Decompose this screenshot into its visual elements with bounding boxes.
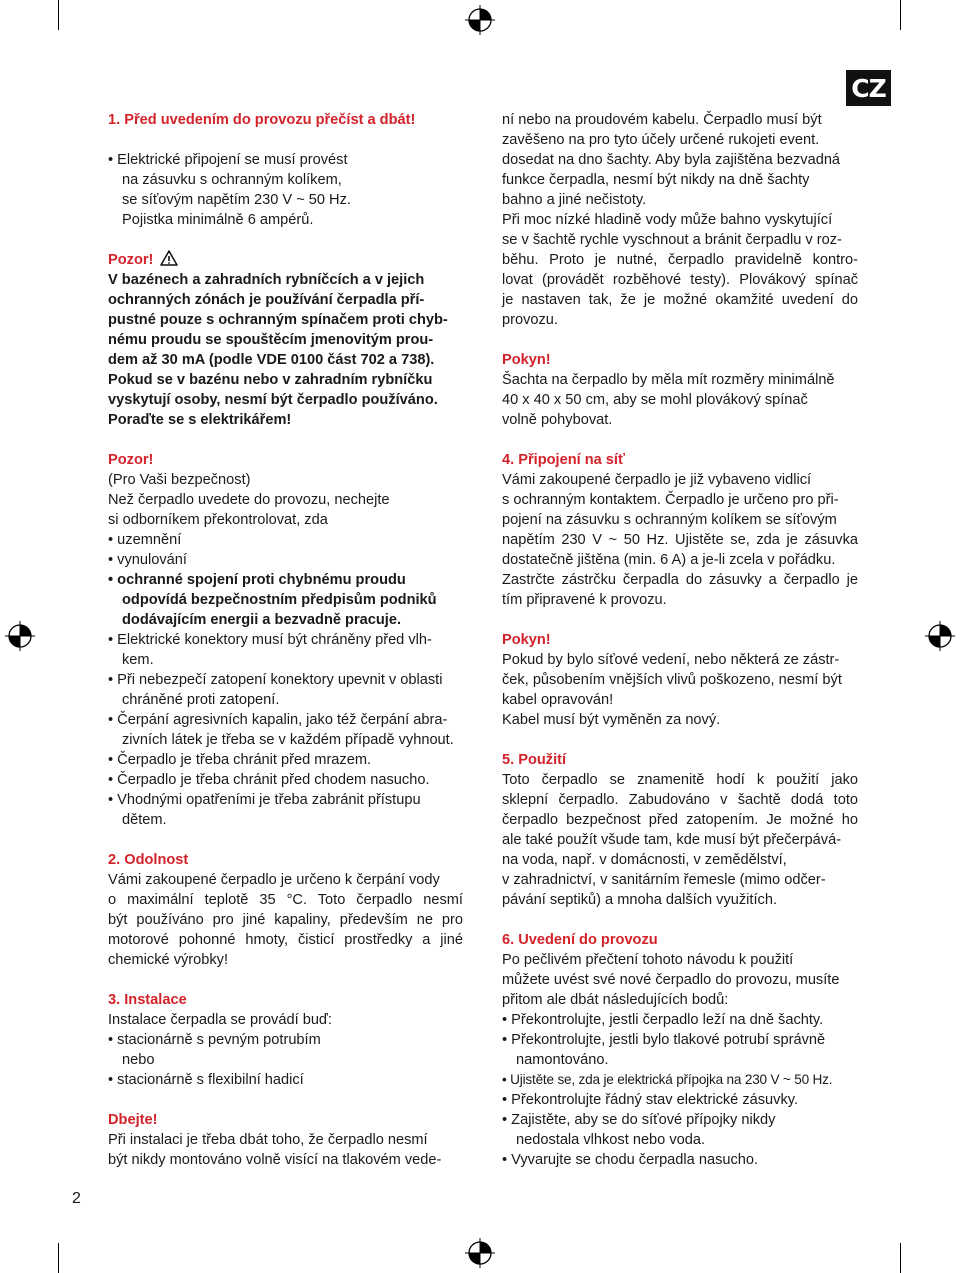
trim-line-bottom-left [58,1243,59,1273]
section-1-title: 1. Před uvedením do provozu přečíst a dbát! [108,112,416,128]
s4-line: Vámi zakoupené čerpadlo je již vybaveno vidlicí [502,472,812,488]
right-column [502,110,858,1170]
s1-line: Pojistka minimálně 6 ampérů. [122,212,314,228]
pokyn-1-line: Šachta na čerpadlo by měla mít rozměry minimálně [502,372,835,388]
s4-line: napětím 230 V ~ 50 Hz. Ujistěte se, zda je zásuvka [502,532,858,548]
s1-line: na zásuvku s ochranným kolíkem, [122,172,342,188]
registration-mark-top-icon [465,5,495,35]
dbejte-title: Dbejte! [108,1112,158,1128]
warning-1-line: nému proudu se spouštěcím jmenovitým prou- [108,332,434,348]
warning-triangle-icon [160,250,178,266]
warning-2-line: odpovídá bezpečnostním předpisům podniků [122,592,437,608]
warning-2-line: • Při nebezpečí zatopení konektory upevnit v oblasti [108,672,443,688]
language-badge: CZ [846,70,891,106]
warning-2-line: • Čerpadlo je třeba chránit před mrazem. [108,752,372,768]
s5-line: na voda, např. v domácnosti, v zemědělství, [502,852,787,868]
s5-line: sklepní čerpadlo. Zabudováno v šachtě dodá toto [502,792,858,808]
s5-line: v zahradnictví, v sanitárním řemesle (mimo odčer- [502,872,826,888]
s2-line: o maximální teplotě 35 °C. Toto čerpadlo nesmí [108,892,463,908]
warning-2-line: • Vhodnými opatřeními je třeba zabránit přístupu [108,792,421,808]
s3-line: • stacionárně s pevným potrubím [108,1032,321,1048]
s6-line: • Překontrolujte řádný stav elektrické zásuvky. [502,1092,799,1108]
trim-line-top-right [900,0,901,30]
s6-line: • Vyvarujte se chodu čerpadla nasucho. [502,1152,759,1168]
registration-mark-left-icon [5,621,35,651]
s2-line: být používáno pro jiné kapaliny, především ne pro [108,912,463,928]
pokyn-1-line: 40 x 40 x 50 cm, aby se mohl plovákový spínač [502,392,808,408]
continued-line: provozu. [502,312,558,328]
s4-line: s ochranným kontaktem. Čerpadlo je určeno pro při- [502,492,839,508]
warning-1-heading [108,250,463,270]
s2-line: motorové pohonné hmoty, čisticí prostředky a jiné [108,932,463,948]
section-6-title: 6. Uvedení do provozu [502,932,658,948]
section-3-title: 3. Instalace [108,992,187,1008]
s6-line: Po pečlivém přečtení tohoto návodu k použití [502,952,794,968]
s6-line: • Překontrolujte, jestli bylo tlakové potrubí správně [502,1032,826,1048]
pokyn-1-title: Pokyn! [502,352,551,368]
warning-2-line: dětem. [122,812,167,828]
warning-2-title: Pozor! [108,452,154,468]
s3-line: nebo [122,1052,155,1068]
warning-2-line: • ochranné spojení proti chybnému proudu [108,572,406,588]
registration-mark-right-icon [925,621,955,651]
dbejte-line: být nikdy montováno volně visící na tlakovém vede- [108,1152,442,1168]
s5-line: Toto čerpadlo se znamenitě hodí k použití jako [502,772,858,788]
section-4-title: 4. Připojení na síť [502,452,625,468]
s4-line: tím připravené k provozu. [502,592,667,608]
pokyn-2-title: Pokyn! [502,632,551,648]
warning-2-line: chráněné proti zatopení. [122,692,280,708]
section-5-title: 5. Použití [502,752,567,768]
s6-line: • Překontrolujte, jestli čerpadlo leží na dně šachty. [502,1012,824,1028]
left-column [108,110,463,1170]
warning-2-line: Než čerpadlo uvedete do provozu, nechejte [108,492,390,508]
pokyn-2-line: Pokud by bylo síťové vedení, nebo některá ze zástr- [502,652,840,668]
warning-2-line: • uzemnění [108,532,182,548]
s4-line: dostatečně jištěna (min. 6 A) a je-li zcela v pořádku. [502,552,836,568]
warning-1-line: ochranných zónách je používání čerpadla pří- [108,292,425,308]
s6-line: můžete uvést své nové čerpadlo do provozu, musíte [502,972,840,988]
s3-line: Instalace čerpadla se provádí buď: [108,1012,332,1028]
warning-1-line: Poraďte se s elektrikářem! [108,412,292,428]
s4-line: Zastrčte zástrčku čerpadla do zásuvky a čerpadlo je [502,572,858,588]
pokyn-1-line: volně pohybovat. [502,412,613,428]
continued-line: běhu. Proto je nutné, čerpadlo pravidelně kontro- [502,252,858,268]
s6-line: • Zajistěte, aby se do síťové přípojky nikdy [502,1112,776,1128]
s1-line: se síťovým napětím 230 V ~ 50 Hz. [122,192,351,208]
pokyn-2-line: ček, působením vnějších vlivů poškozeno, nesmí být [502,672,842,688]
warning-1-line: dem až 30 mA (podle VDE 0100 část 702 a 738). [108,352,435,368]
warning-2-line: kem. [122,652,154,668]
warning-1-title: Pozor! [108,252,154,268]
s4-line: pojení na zásuvku s ochranným kolíkem se síťovým [502,512,837,528]
continued-line: ní nebo na proudovém kabelu. Čerpadlo musí být [502,112,822,128]
warning-1-line: pustné pouze s ochranným spínačem proti chyb- [108,312,448,328]
continued-line: lovat (provádět rozběhové testy). Plovákový spínač [502,272,858,288]
warning-1-line: V bazénech a zahradních rybníčcích a v jejich [108,272,425,288]
s2-line: Vámi zakoupené čerpadlo je určeno k čerpání vody [108,872,440,888]
warning-2-line: • Čerpadlo je třeba chránit před chodem nasucho. [108,772,430,788]
warning-1-line: Pokud se v bazénu nebo v zahradním rybníčku [108,372,433,388]
warning-2-line: si odborníkem překontrolovat, zda [108,512,328,528]
pokyn-2-line: kabel opravován! [502,692,614,708]
continued-line: bahno a jiné nečistoty. [502,192,647,208]
s5-line: čerpadlo bezpečnost před zatopením. Je možné ho [502,812,858,828]
warning-2-line: • Elektrické konektory musí být chráněny před vlh- [108,632,432,648]
continued-line: funkce čerpadla, nesmí být nikdy na dně šachty [502,172,810,188]
page-number: 2 [72,1190,81,1207]
warning-2-line: • Čerpání agresivních kapalin, jako též čerpání abra- [108,712,448,728]
registration-mark-bottom-icon [465,1238,495,1268]
s5-line: pávání septiků) a mnoha dalších využitích. [502,892,777,908]
trim-line-bottom-right [900,1243,901,1273]
warning-1-line: vyskytují osoby, nesmí být čerpadlo používáno. [108,392,438,408]
warning-2-line: • vynulování [108,552,187,568]
s6-line: • Ujistěte se, zda je elektrická přípojka na 230 V ~ 50 Hz. [502,1072,833,1087]
section-2-title: 2. Odolnost [108,852,189,868]
continued-line: dosedat na dno šachty. Aby byla zajištěna bezvadná [502,152,841,168]
warning-2-line: dodávajícím energii a bezvadně pracuje. [122,612,402,628]
s6-line: namontováno. [516,1052,609,1068]
s5-line: ale také použít všude tam, kde musí být přečerpává- [502,832,842,848]
continued-line: Při moc nízké hladině vody může bahno vyskytující [502,212,833,228]
warning-2-line: (Pro Vaši bezpečnost) [108,472,251,488]
pokyn-2-line: Kabel musí být vyměněn za nový. [502,712,721,728]
continued-line: zavěšeno na pro tyto účely určené rukojeti event. [502,132,820,148]
s6-line: nedostala vlhkost nebo voda. [516,1132,706,1148]
s3-line: • stacionárně s flexibilní hadicí [108,1072,304,1088]
dbejte-line: Při instalaci je třeba dbát toho, že čerpadlo nesmí [108,1132,428,1148]
trim-line-top-left [58,0,59,30]
s2-line: chemické výrobky! [108,952,229,968]
warning-2-line: zivních látek je třeba se v každém případě vyhnout. [122,732,454,748]
s1-line: • Elektrické připojení se musí provést [108,152,348,168]
continued-line: se v šachtě rychle vyschnout a bránit čerpadlu v roz- [502,232,842,248]
continued-line: je nastaven tak, že je možné okamžité uvedení do [502,292,858,308]
s6-line: přitom ale dbát následujících bodů: [502,992,729,1008]
